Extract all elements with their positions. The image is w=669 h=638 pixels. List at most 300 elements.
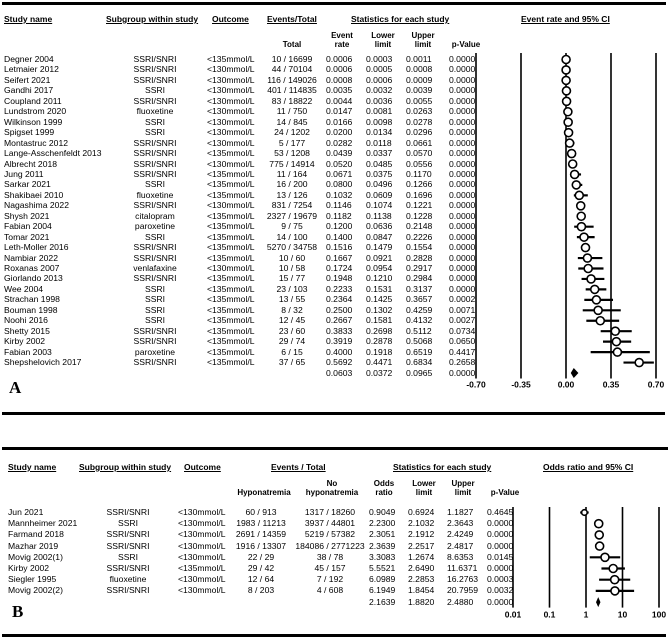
b-no-hyponatremia: 3937 / 44801	[304, 518, 356, 529]
a-subgroup: SSRI	[144, 116, 166, 127]
a-tick-label: 0.70	[647, 379, 665, 390]
b-header-stats: Statistics for each study	[393, 462, 492, 472]
a-subgroup: SSRI	[144, 283, 166, 294]
a-lower-limit: 0.0636	[366, 221, 393, 232]
b-p-value: 0.0032	[487, 585, 514, 596]
a-events: 83 / 18822	[271, 95, 313, 106]
a-events: 14 / 100	[276, 231, 308, 242]
a-upper-limit: 0.2828	[406, 252, 433, 263]
b-hyponatremia: 8 / 203	[247, 585, 275, 596]
b-no-hyponatremia: 45 / 157	[314, 563, 346, 573]
a-study-name: Fabian 2003	[4, 346, 52, 357]
b-odds-ratio: 5.5521	[369, 563, 396, 573]
a-subgroup: SSRI/SNRI	[133, 64, 177, 75]
b-tick-label: 100	[651, 609, 667, 620]
b-summary-p: 0.0000	[487, 596, 514, 607]
a-p-value: 0.0000	[449, 283, 476, 294]
b-odds-ratio: 2.2300	[369, 518, 396, 529]
a-outcome: <135mmol/L	[207, 189, 255, 200]
a-event-rate: 0.5692	[326, 357, 353, 368]
b-no-hyponatremia: 184086 / 2771223	[295, 540, 365, 551]
b-header-events: Events / Total	[271, 462, 326, 472]
b-header-subgroup: Subgroup within study	[79, 462, 172, 472]
a-lower-limit: 0.1479	[366, 242, 393, 253]
b-no-hyponatremia: 4 / 608	[316, 585, 344, 596]
a-lower-limit: 0.1138	[366, 210, 392, 221]
a-events: 14 / 845	[276, 116, 308, 127]
b-odds-ratio: 6.1949	[369, 585, 396, 596]
b-subheader-stat-3: p-Value	[490, 488, 520, 497]
b-hyponatremia: 1916 / 13307	[235, 540, 287, 551]
a-upper-limit: 0.4132	[406, 315, 433, 326]
b-subheader-stat-2: Upper limit	[451, 479, 475, 497]
a-study-name: Fabian 2004	[4, 221, 52, 232]
a-subgroup: SSRI	[144, 315, 166, 326]
a-outcome: <135mmol/L	[207, 179, 255, 190]
a-study-name: Leth-Moller 2016	[4, 242, 69, 253]
a-subgroup: paroxetine	[134, 221, 176, 232]
a-subgroup: SSRI	[144, 179, 166, 190]
a-study-name: Lange-Asschenfeldt 2013	[4, 148, 102, 159]
b-outcome: <130mmol/L	[178, 585, 226, 596]
a-events: 10 / 58	[278, 263, 306, 273]
a-lower-limit: 0.0496	[366, 179, 393, 190]
b-study-name: Siegler 1995	[8, 574, 57, 585]
a-event-rate: 0.1200	[326, 221, 353, 232]
b-study-name: Movig 2002(1)	[8, 551, 63, 562]
a-p-value: 0.0000	[449, 263, 476, 273]
a-event-rate: 0.0166	[326, 116, 353, 127]
a-p-value: 0.0650	[449, 336, 476, 347]
a-subgroup: venlafaxine	[133, 263, 177, 273]
a-outcome: <130mmol/L	[207, 137, 255, 148]
b-hyponatremia: 12 / 64	[247, 574, 275, 585]
panel-a-label: A	[9, 378, 22, 397]
a-p-value: 0.0000	[449, 158, 476, 169]
a-upper-limit: 0.1221	[406, 200, 433, 211]
a-subgroup: SSRI	[144, 231, 166, 242]
a-upper-limit: 0.0039	[406, 85, 433, 96]
a-outcome: <135mmol/L	[207, 273, 255, 284]
b-upper-limit: 2.3643	[447, 518, 474, 529]
a-event-rate: 0.0800	[326, 179, 353, 190]
a-study-name: Albrecht 2018	[4, 158, 58, 169]
a-upper-limit: 0.2984	[406, 273, 433, 284]
a-study-name: Montastruc 2012	[4, 137, 69, 148]
a-events: 44 / 70104	[271, 64, 313, 75]
a-study-name: Shepshelovich 2017	[4, 357, 82, 368]
a-outcome: <130mmol/L	[207, 95, 255, 106]
a-p-value: 0.0000	[449, 148, 476, 159]
a-outcome: <135mmol/L	[207, 54, 255, 64]
a-outcome: <135mmol/L	[207, 221, 255, 232]
a-p-value: 0.0000	[449, 252, 476, 263]
a-lower-limit: 0.0954	[366, 263, 393, 273]
b-outcome: <135mmol/L	[178, 563, 226, 573]
b-upper-limit: 1.1827	[447, 507, 474, 517]
a-p-value: 0.4417	[449, 346, 476, 357]
b-summary-lower: 1.8820	[408, 596, 435, 607]
a-subgroup: SSRI/SNRI	[133, 158, 177, 169]
a-subgroup: fluoxetine	[136, 189, 174, 200]
b-upper-limit: 2.4249	[447, 529, 474, 540]
a-p-value: 0.0000	[449, 106, 476, 117]
a-subgroup: SSRI/SNRI	[133, 137, 177, 148]
a-outcome: <135mmol/L	[207, 252, 255, 263]
a-event-rate: 0.2364	[326, 294, 353, 305]
a-subgroup: SSRI	[144, 85, 166, 96]
b-point-marker	[596, 542, 604, 550]
a-study-name: Shysh 2021	[4, 210, 50, 221]
b-upper-limit: 2.4817	[447, 540, 474, 551]
a-subgroup: SSRI/SNRI	[133, 200, 177, 211]
a-subgroup: SSRI/SNRI	[133, 54, 177, 64]
b-subgroup: SSRI/SNRI	[106, 563, 150, 573]
a-outcome: <135mmol/L	[207, 325, 255, 336]
b-p-value: 0.0145	[487, 551, 514, 562]
b-lower-limit: 1.2674	[408, 551, 435, 562]
b-outcome: <130mmol/L	[178, 529, 226, 540]
b-outcome: <130mmol/L	[178, 518, 226, 529]
b-study-name: Mannheimer 2021	[8, 518, 78, 529]
b-no-hyponatremia: 1317 / 18260	[304, 507, 356, 517]
b-odds-ratio: 6.0989	[369, 574, 396, 585]
b-study-name: Mazhar 2019	[8, 540, 59, 551]
a-p-value: 0.0000	[449, 242, 476, 253]
a-p-value: 0.0000	[449, 179, 476, 190]
a-lower-limit: 0.0032	[366, 85, 393, 96]
a-study-name: Wee 2004	[4, 283, 44, 294]
a-event-rate: 0.0035	[326, 85, 353, 96]
a-upper-limit: 0.2148	[406, 221, 433, 232]
a-upper-limit: 0.1696	[406, 189, 433, 200]
a-subheader-total: Total	[282, 40, 302, 49]
a-subgroup: SSRI	[144, 127, 166, 138]
a-events: 13 / 55	[278, 294, 306, 305]
a-lower-limit: 0.0036	[366, 95, 393, 106]
a-p-value: 0.0000	[449, 231, 476, 242]
a-subgroup: paroxetine	[134, 346, 176, 357]
b-subgroup: fluoxetine	[109, 574, 147, 585]
a-lower-limit: 0.0098	[366, 116, 393, 127]
b-hyponatremia: 60 / 913	[245, 507, 277, 517]
a-upper-limit: 0.0278	[406, 116, 433, 127]
a-upper-limit: 0.4259	[406, 304, 433, 315]
a-summary-rate: 0.0603	[326, 367, 353, 378]
a-upper-limit: 0.5068	[406, 336, 433, 347]
a-p-value: 0.0000	[449, 54, 476, 64]
b-study-name: Kirby 2002	[8, 563, 50, 573]
a-summary-p: 0.0000	[449, 367, 476, 378]
a-upper-limit: 0.0556	[406, 158, 433, 169]
a-subgroup: SSRI/SNRI	[133, 148, 177, 159]
b-odds-ratio: 3.3083	[369, 551, 396, 562]
a-p-value: 0.0734	[449, 325, 476, 336]
a-lower-limit: 0.1210	[366, 273, 393, 284]
b-study-name: Jun 2021	[8, 507, 44, 517]
a-event-rate: 0.4000	[326, 346, 353, 357]
a-study-name: Bouman 1998	[4, 304, 58, 315]
b-p-value: 0.0000	[487, 563, 514, 573]
b-lower-limit: 2.2853	[408, 574, 435, 585]
a-events: 6 / 15	[281, 346, 303, 357]
b-subheader-stat-0: Odds ratio	[373, 479, 395, 497]
a-outcome: <130mmol/L	[207, 263, 255, 273]
a-tick-label: 0.00	[557, 379, 575, 390]
a-subgroup: SSRI/SNRI	[133, 74, 177, 85]
a-p-value: 0.0000	[449, 221, 476, 232]
b-upper-limit: 16.2763	[447, 574, 479, 585]
a-events: 53 / 1208	[274, 148, 310, 159]
a-study-name: Sarkar 2021	[4, 179, 51, 190]
a-events: 9 / 75	[281, 221, 303, 232]
b-no-hyponatremia: 5219 / 57382	[304, 529, 356, 540]
a-event-rate: 0.1667	[326, 252, 353, 263]
b-odds-ratio: 0.9049	[369, 507, 396, 517]
a-event-rate: 0.0439	[326, 148, 353, 159]
b-point-marker	[595, 531, 603, 539]
a-lower-limit: 0.0081	[366, 106, 393, 117]
a-lower-limit: 0.0003	[366, 54, 393, 64]
a-p-value: 0.0000	[449, 64, 476, 75]
a-upper-limit: 0.2226	[406, 231, 433, 242]
b-hyponatremia: 22 / 29	[247, 551, 275, 562]
a-study-name: Giorlando 2013	[4, 273, 63, 284]
a-outcome: <130mmol/L	[207, 64, 255, 75]
a-outcome: <135mmol/L	[207, 346, 255, 357]
a-outcome: <130mmol/L	[207, 74, 255, 85]
a-events: 116 / 149026	[267, 74, 317, 85]
a-event-rate: 0.0044	[326, 95, 353, 106]
a-header-study: Study name	[4, 14, 53, 24]
a-study-name: Lundstrom 2020	[4, 106, 67, 117]
a-upper-limit: 0.1170	[406, 168, 432, 179]
a-events: 13 / 126	[276, 189, 308, 200]
a-study-name: Jung 2011	[4, 168, 44, 179]
a-outcome: <135mmol/L	[207, 315, 255, 326]
a-study-name: Spigset 1999	[4, 127, 55, 138]
a-event-rate: 0.0147	[326, 106, 353, 117]
a-upper-limit: 0.0570	[406, 148, 433, 159]
a-header-stats: Statistics for each study	[351, 14, 450, 24]
a-upper-limit: 0.0009	[406, 74, 433, 85]
a-lower-limit: 0.1918	[366, 346, 393, 357]
a-event-rate: 0.0520	[326, 158, 353, 169]
a-lower-limit: 0.0134	[366, 127, 393, 138]
a-outcome: <135mmol/L	[207, 242, 255, 253]
b-subgroup: SSRI/SNRI	[106, 585, 150, 596]
a-summary-upper: 0.0965	[406, 367, 433, 378]
a-outcome: <135mmol/L	[207, 283, 255, 294]
a-lower-limit: 0.2698	[366, 325, 393, 336]
a-lower-limit: 0.1531	[366, 283, 393, 294]
b-header-plot: Odds ratio and 95% CI	[543, 462, 634, 472]
a-tick-label: -0.35	[511, 379, 531, 390]
a-subgroup: fluoxetine	[136, 106, 174, 117]
b-upper-limit: 11.6371	[447, 563, 478, 573]
a-events: 775 / 14914	[269, 158, 315, 169]
a-outcome: <135mmol/L	[207, 294, 255, 305]
b-hyponatremia: 29 / 42	[247, 563, 275, 573]
a-study-name: Nagashima 2022	[4, 200, 69, 211]
a-subgroup: SSRI	[144, 294, 166, 305]
b-tick-label: 0.1	[543, 609, 556, 620]
a-events: 11 / 164	[276, 168, 308, 179]
a-events: 401 / 114835	[267, 85, 317, 96]
a-lower-limit: 0.0006	[366, 74, 393, 85]
a-p-value: 0.0002	[449, 294, 476, 305]
b-lower-limit: 2.1912	[408, 529, 435, 540]
a-upper-limit: 0.0055	[406, 95, 433, 106]
a-event-rate: 0.3919	[326, 336, 353, 347]
b-subgroup: SSRI/SNRI	[106, 529, 150, 540]
a-event-rate: 0.3833	[326, 325, 353, 336]
a-events: 16 / 200	[276, 179, 308, 190]
a-subheader-stat-3: p-Value	[451, 40, 481, 49]
b-subheader-no-hyponatremia: No hyponatremia	[305, 479, 359, 497]
a-upper-limit: 0.1554	[406, 242, 433, 253]
a-lower-limit: 0.0609	[366, 189, 393, 200]
a-event-rate: 0.1516	[326, 242, 353, 253]
b-point-marker	[611, 587, 619, 595]
b-point-marker	[611, 576, 619, 584]
a-events: 23 / 103	[276, 283, 308, 294]
a-subgroup: SSRI/SNRI	[133, 336, 177, 347]
a-outcome: <130mmol/L	[207, 106, 255, 117]
b-subheader-stat-1: Lower limit	[412, 479, 436, 497]
a-events: 10 / 60	[278, 252, 306, 263]
a-upper-limit: 0.0296	[406, 127, 433, 138]
a-upper-limit: 0.2917	[406, 263, 433, 273]
a-study-name: Kirby 2002	[4, 336, 46, 347]
a-event-rate: 0.0006	[326, 64, 353, 75]
a-tick-label: -0.70	[466, 379, 486, 390]
a-subgroup: SSRI	[144, 304, 166, 315]
a-upper-limit: 0.1266	[406, 179, 433, 190]
b-odds-ratio: 2.3051	[369, 529, 396, 540]
a-event-rate: 0.0006	[326, 54, 353, 64]
a-lower-limit: 0.1302	[366, 304, 393, 315]
a-study-name: Coupland 2011	[4, 95, 62, 106]
a-upper-limit: 0.0263	[406, 106, 433, 117]
a-p-value: 0.0000	[449, 200, 476, 211]
b-outcome: <130mmol/L	[178, 507, 226, 517]
a-event-rate: 0.1182	[326, 210, 352, 221]
a-event-rate: 0.1032	[326, 189, 353, 200]
a-upper-limit: 0.5112	[406, 325, 432, 336]
b-point-marker	[582, 510, 588, 516]
b-summary-diamond	[596, 597, 600, 607]
b-hyponatremia: 1983 / 11213	[236, 518, 286, 529]
a-event-rate: 0.1724	[326, 263, 353, 273]
a-outcome: <135mmol/L	[207, 148, 255, 159]
a-p-value: 0.0000	[449, 137, 476, 148]
a-study-name: Degner 2004	[4, 54, 54, 64]
b-point-marker	[601, 553, 609, 561]
a-event-rate: 0.2667	[326, 315, 353, 326]
a-outcome: <135mmol/L	[207, 168, 255, 179]
a-upper-limit: 0.3137	[406, 283, 433, 294]
a-study-name: Roxanas 2007	[4, 263, 60, 273]
a-p-value: 0.0000	[449, 74, 476, 85]
b-subgroup: SSRI/SNRI	[106, 507, 150, 517]
a-study-name: Shetty 2015	[4, 325, 50, 336]
a-upper-limit: 0.6834	[406, 357, 433, 368]
a-lower-limit: 0.0375	[366, 168, 393, 179]
a-subheader-stat-0: Event rate	[331, 31, 353, 49]
a-lower-limit: 0.0847	[366, 231, 393, 242]
b-tick-label: 10	[617, 609, 628, 620]
a-upper-limit: 0.0011	[406, 54, 432, 64]
b-no-hyponatremia: 38 / 78	[316, 551, 344, 562]
a-study-name: Seifert 2021	[4, 74, 51, 85]
a-lower-limit: 0.0005	[366, 64, 393, 75]
a-event-rate: 0.2500	[326, 304, 353, 315]
a-subgroup: SSRI/SNRI	[133, 273, 177, 284]
a-upper-limit: 0.3657	[406, 294, 433, 305]
a-events: 10 / 16699	[271, 54, 313, 64]
b-no-hyponatremia: 7 / 192	[316, 574, 344, 585]
b-odds-ratio: 2.3639	[369, 540, 396, 551]
a-lower-limit: 0.4471	[366, 357, 393, 368]
a-study-name: Strachan 1998	[4, 294, 60, 305]
a-header-subgroup: Subgroup within study	[106, 14, 199, 24]
b-point-marker	[609, 565, 617, 573]
a-events: 29 / 74	[278, 336, 306, 347]
a-events: 23 / 60	[278, 325, 306, 336]
a-upper-limit: 0.0661	[406, 137, 433, 148]
a-p-value: 0.0000	[449, 189, 476, 200]
b-outcome: <130mmol/L	[178, 551, 226, 562]
a-events: 12 / 45	[278, 315, 306, 326]
a-subgroup: SSRI/SNRI	[133, 242, 177, 253]
a-subheader-stat-1: Lower limit	[371, 31, 395, 49]
b-study-name: Movig 2002(2)	[8, 585, 63, 596]
a-outcome: <130mmol/L	[207, 85, 255, 96]
a-events: 831 / 7254	[271, 200, 313, 211]
a-p-value: 0.0000	[449, 273, 476, 284]
b-p-value: 0.0003	[487, 574, 514, 585]
a-outcome: <130mmol/L	[207, 200, 255, 211]
a-p-value: 0.0027	[449, 315, 476, 326]
a-events: 24 / 1202	[274, 127, 310, 138]
a-p-value: 0.0000	[449, 127, 476, 138]
a-study-name: Shakibaei 2010	[4, 189, 64, 200]
a-p-value: 0.0000	[449, 210, 476, 221]
b-p-value: 0.0000	[487, 529, 514, 540]
a-events: 5 / 177	[278, 137, 306, 148]
a-upper-limit: 0.6519	[406, 346, 433, 357]
a-study-name: Letmaier 2012	[4, 64, 59, 75]
a-outcome: <135mmol/L	[207, 210, 255, 221]
a-lower-limit: 0.0485	[366, 158, 393, 169]
a-lower-limit: 0.1074	[366, 200, 393, 211]
panel-b-bottom-rule	[2, 634, 666, 637]
a-outcome: <135mmol/L	[207, 357, 255, 368]
a-p-value: 0.2658	[449, 357, 476, 368]
a-p-value: 0.0000	[449, 95, 476, 106]
a-p-value: 0.0071	[449, 304, 476, 315]
a-outcome: <135mmol/L	[207, 304, 255, 315]
a-subheader-stat-2: Upper limit	[411, 31, 435, 49]
b-outcome: <130mmol/L	[178, 574, 226, 585]
a-subgroup: SSRI/SNRI	[133, 168, 177, 179]
b-study-name: Farmand 2018	[8, 529, 64, 540]
b-lower-limit: 2.2517	[408, 540, 435, 551]
a-outcome: <130mmol/L	[207, 158, 255, 169]
a-header-plot: Event rate and 95% CI	[521, 14, 610, 24]
a-header-outcome: Outcome	[212, 14, 249, 24]
